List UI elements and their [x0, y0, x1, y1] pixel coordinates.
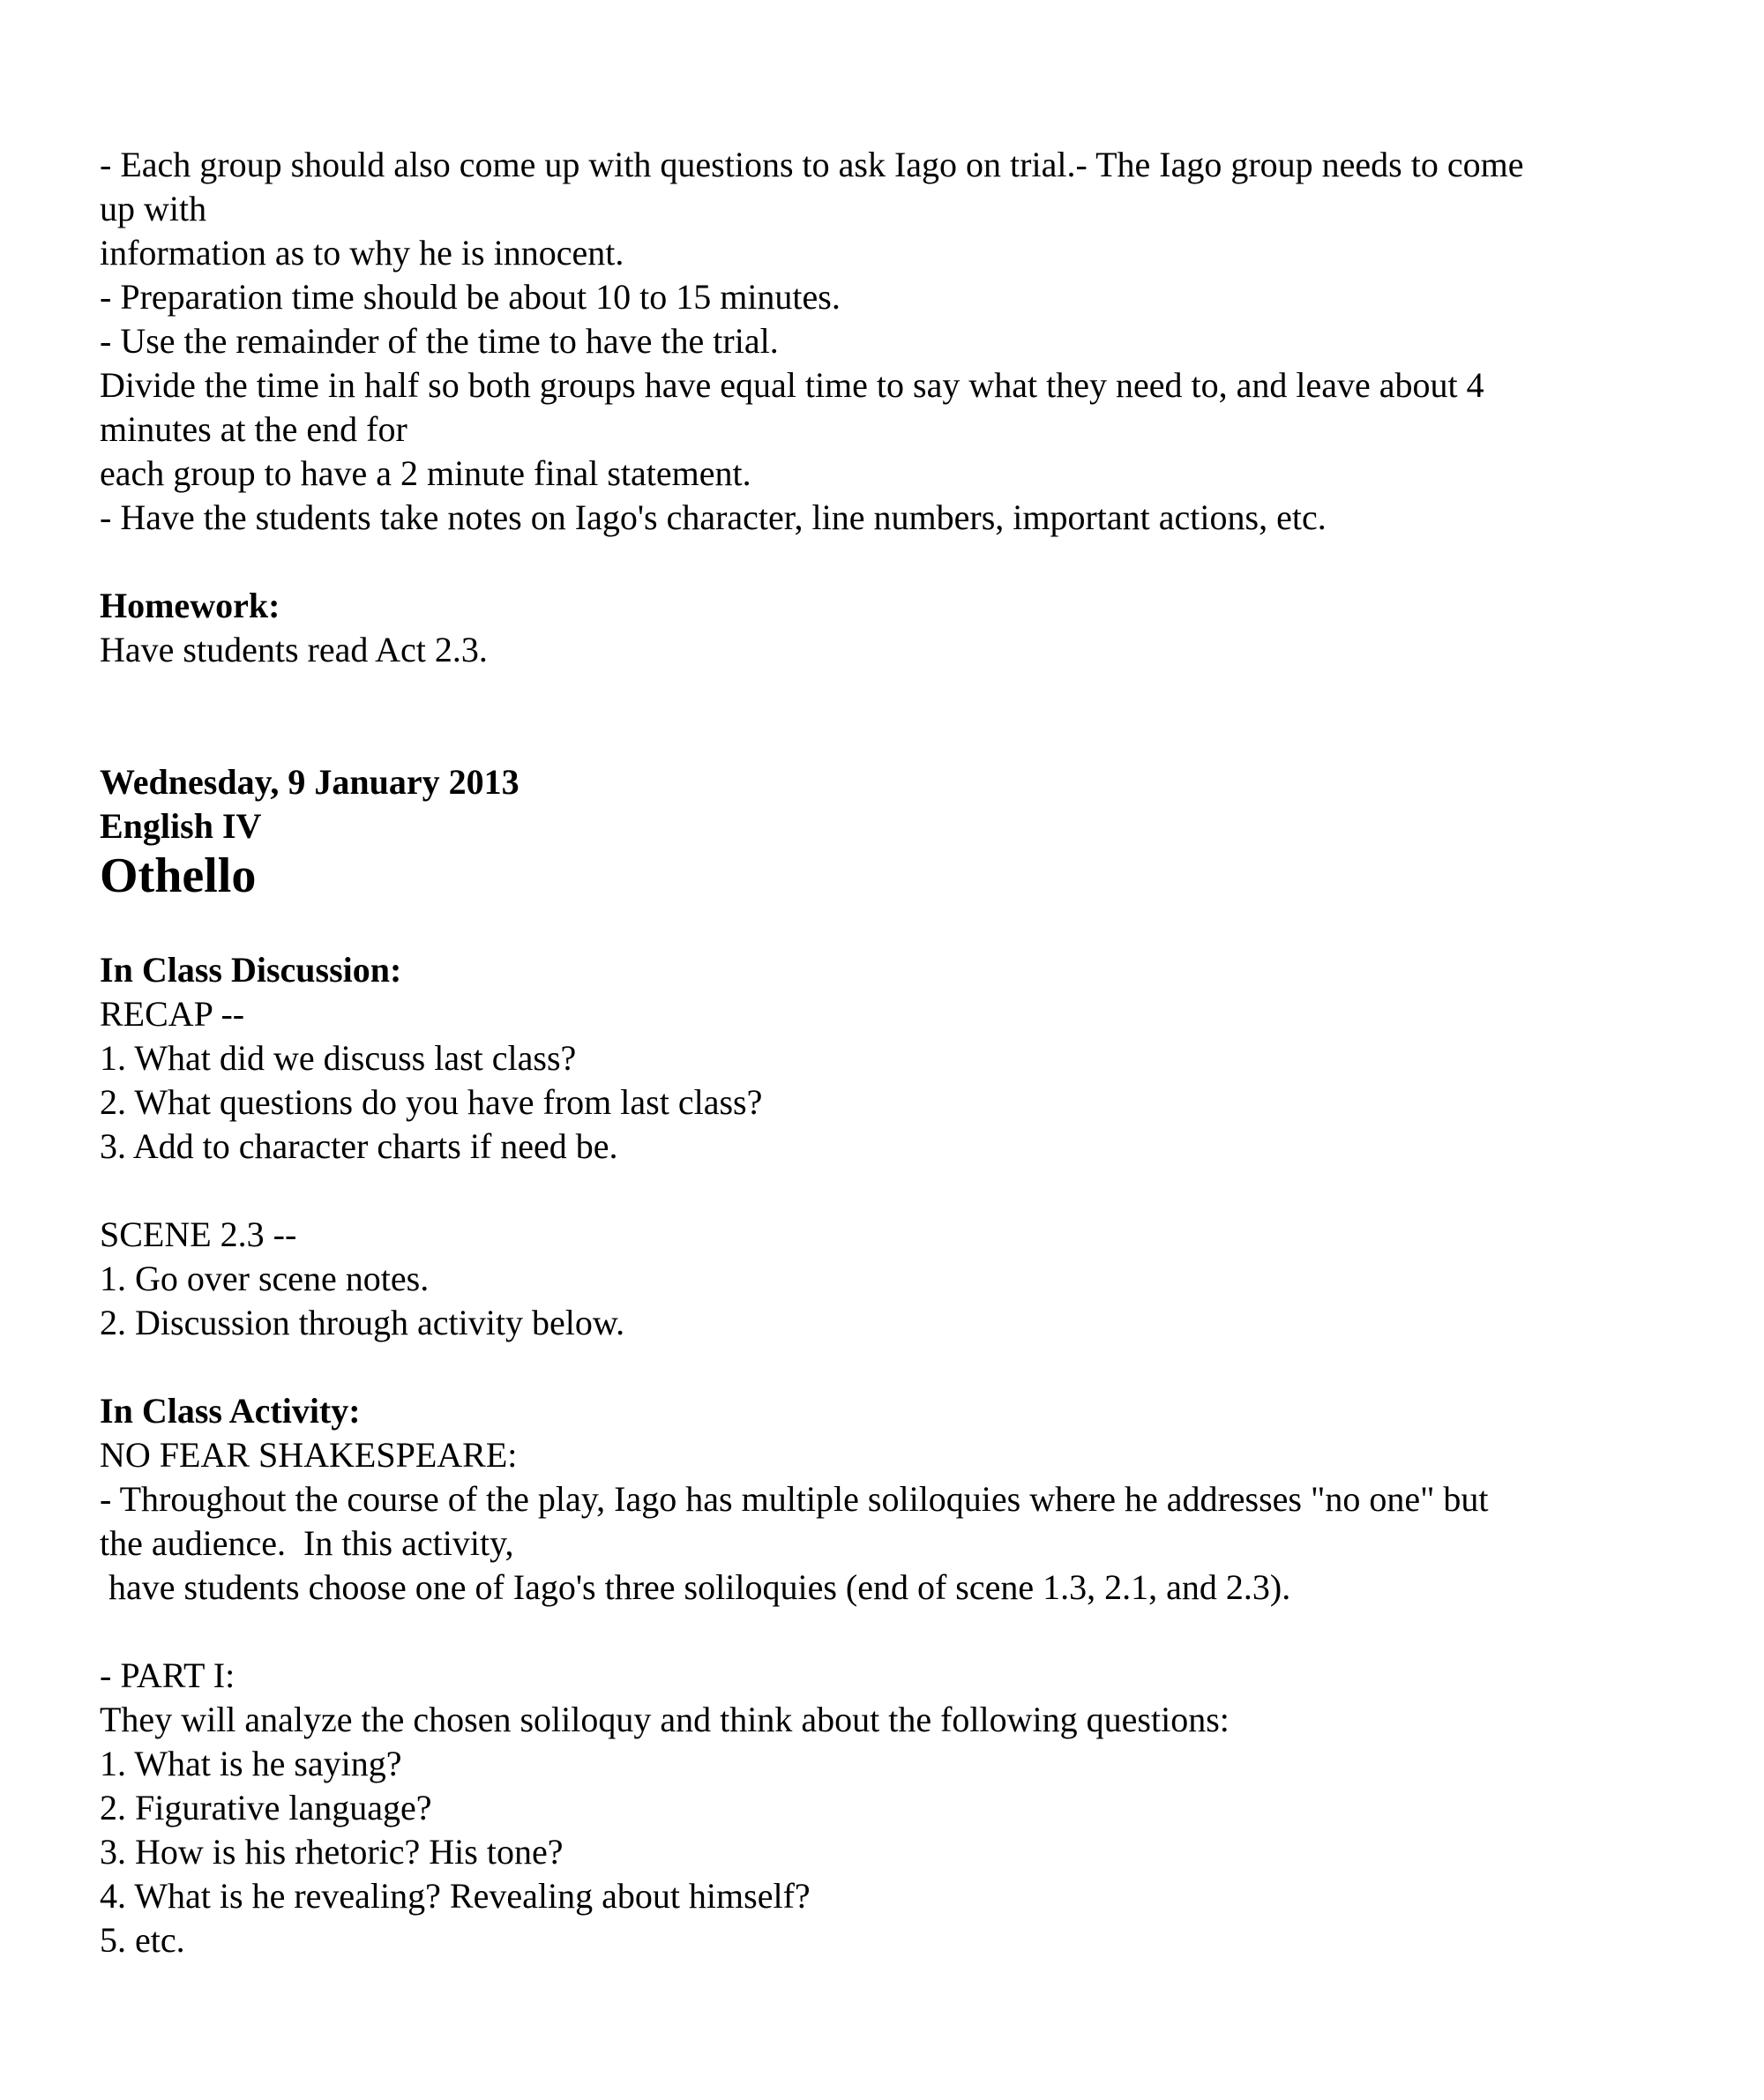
text-line: information as to why he is innocent. — [100, 233, 624, 273]
no-fear-shakespeare-heading: NO FEAR SHAKESPEARE: — [100, 1435, 518, 1475]
text-line: - Use the remainder of the time to have the trial. — [100, 321, 779, 361]
part-i-heading: - PART I: — [100, 1655, 235, 1695]
list-item: 3. Add to character charts if need be. — [100, 1126, 618, 1166]
text-line: minutes at the end for — [100, 409, 407, 449]
blank-line — [100, 540, 1720, 584]
document-title: Othello — [100, 848, 257, 903]
text-line: the audience. In this activity, — [100, 1523, 514, 1563]
list-item: 1. What is he saying? — [100, 1744, 402, 1783]
list-item: 1. What did we discuss last class? — [100, 1038, 577, 1078]
text-line: - Preparation time should be about 10 to 15 minutes. — [100, 277, 841, 317]
blank-line — [100, 1345, 1720, 1389]
recap-heading: RECAP -- — [100, 994, 245, 1034]
text-line: - Throughout the course of the play, Iago has multiple soliloquies where he addresses "no one" but — [100, 1479, 1489, 1519]
scene-heading: SCENE 2.3 -- — [100, 1214, 297, 1254]
blank-line — [100, 1610, 1720, 1654]
blank-line — [100, 716, 1720, 760]
course-line: English IV — [100, 806, 262, 846]
list-item: 1. Go over scene notes. — [100, 1259, 430, 1298]
text-line: each group to have a 2 minute final statement. — [100, 453, 751, 493]
text-line: - Have the students take notes on Iago's character, line numbers, important actions, etc. — [100, 497, 1327, 537]
list-item: 3. How is his rhetoric? His tone? — [100, 1832, 564, 1872]
blank-line — [100, 672, 1720, 716]
list-item: 2. Figurative language? — [100, 1788, 432, 1827]
text-line: They will analyze the chosen soliloquy and think about the following questions: — [100, 1700, 1230, 1739]
list-item: 5. etc. — [100, 1920, 185, 1960]
list-item: 4. What is he revealing? Revealing about himself? — [100, 1876, 811, 1916]
date-line: Wednesday, 9 January 2013 — [100, 762, 519, 802]
text-line: have students choose one of Iago's three soliloquies (end of scene 1.3, 2.1, and 2.3). — [100, 1567, 1291, 1607]
text-line: Divide the time in half so both groups have equal time to say what they need to, and leave about 4 — [100, 365, 1484, 405]
text-line: Have students read Act 2.3. — [100, 630, 488, 669]
text-line: - Each group should also come up with questions to ask Iago on trial.- The Iago group needs to come — [100, 145, 1524, 184]
heading-in-class-discussion: In Class Discussion: — [100, 950, 402, 990]
list-item: 2. Discussion through activity below. — [100, 1303, 625, 1342]
heading-homework: Homework: — [100, 586, 280, 625]
list-item: 2. What questions do you have from last class? — [100, 1082, 763, 1122]
blank-line — [100, 904, 1720, 948]
text-line: up with — [100, 189, 207, 228]
blank-line — [100, 1169, 1720, 1213]
heading-in-class-activity: In Class Activity: — [100, 1391, 361, 1431]
